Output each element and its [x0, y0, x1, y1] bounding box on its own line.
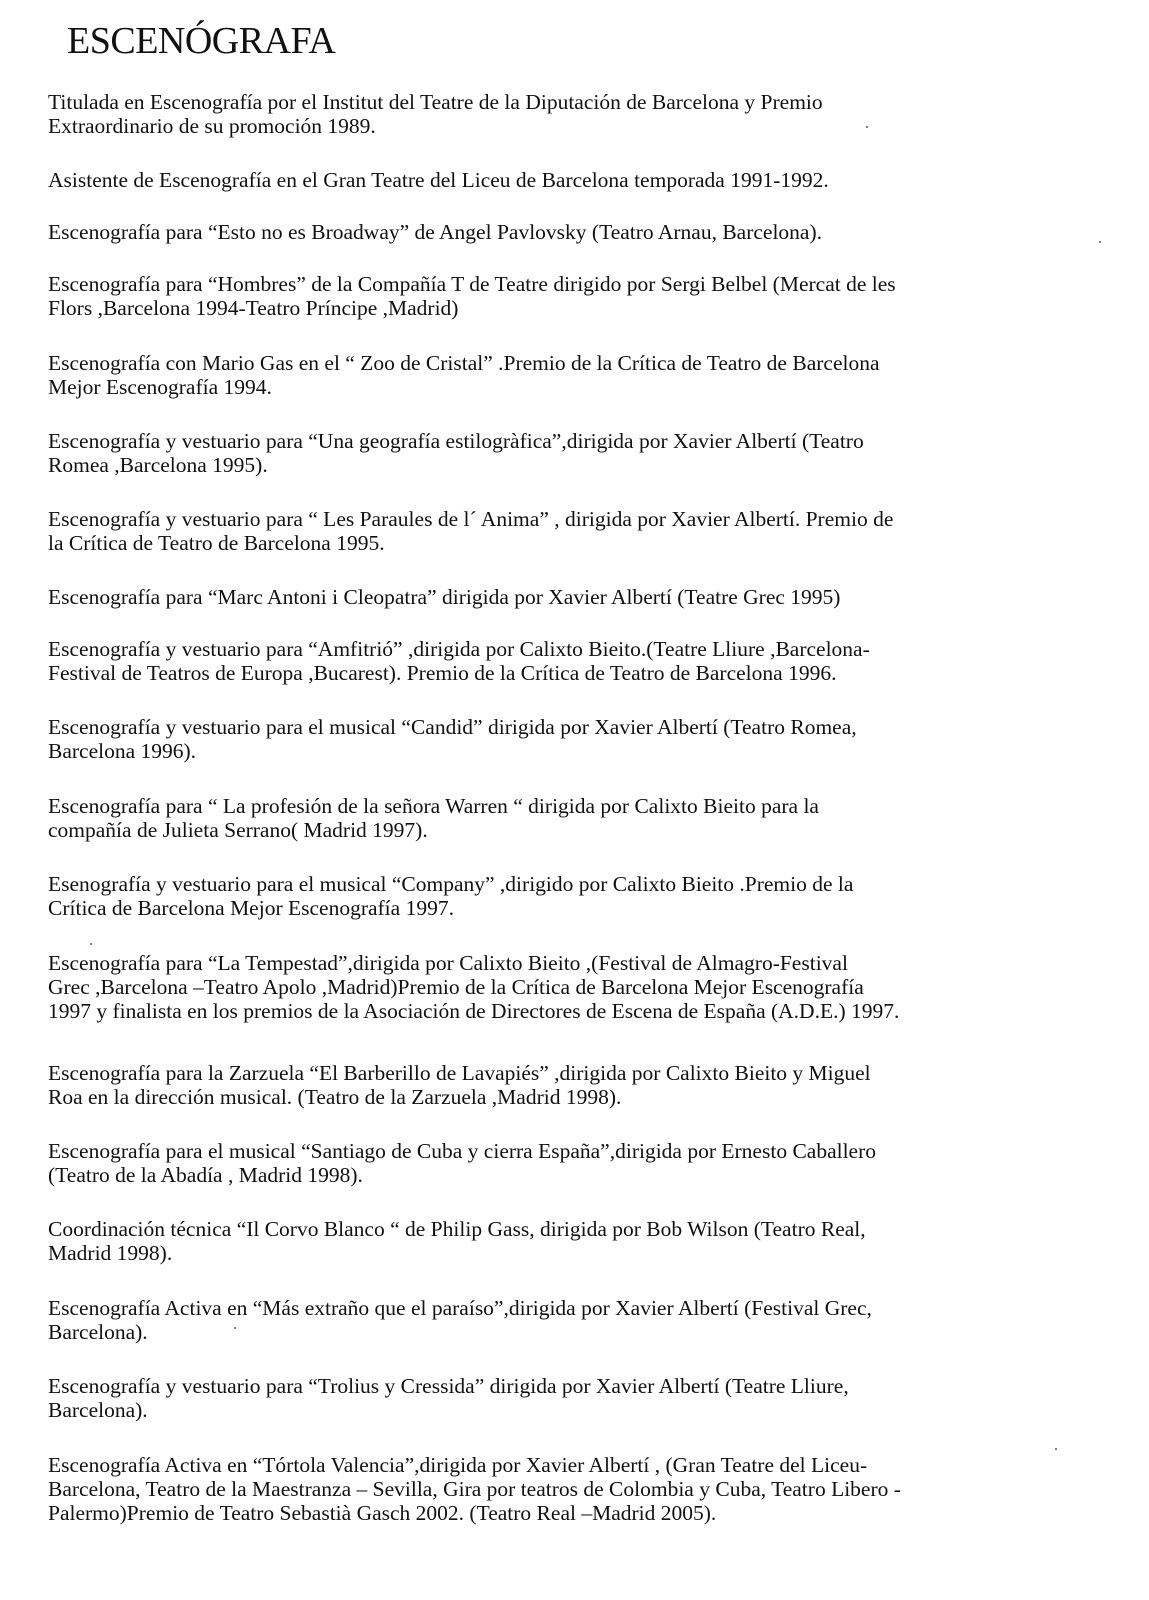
entry-line: Barcelona 1996).: [48, 739, 197, 763]
entry-line: Escenografía y vestuario para “Trolius y Cressida” dirigida por Xavier Albertí (Teatre Lliure,: [48, 1374, 849, 1398]
entry-3: [48, 220, 1098, 244]
entry-2: [48, 168, 1098, 192]
entry-line: Roa en la dirección musical. (Teatro de la Zarzuela ,Madrid 1998).: [48, 1085, 622, 1109]
scan-speck: [866, 126, 868, 128]
entry-1: [48, 90, 1098, 138]
entry-line: Mejor Escenografía 1994.: [48, 375, 272, 399]
entry-line: Escenografía Activa en “Más extraño que el paraíso”,dirigida por Xavier Albertí (Festival Grec,: [48, 1296, 872, 1320]
entry-8: [48, 585, 1098, 609]
entry-line: Escenografía Activa en “Tórtola Valencia”,dirigida por Xavier Albertí , (Gran Teatre del Liceu-: [48, 1453, 868, 1477]
entry-11: [48, 794, 1098, 842]
entry-line: Escenografía y vestuario para el musical “Candid” dirigida por Xavier Albertí (Teatro Romea,: [48, 715, 857, 739]
entry-line: Festival de Teatros de Europa ,Bucarest). Premio de la Crítica de Teatro de Barcelona 1996.: [48, 661, 837, 685]
entry-line: Escenografía para el musical “Santiago de Cuba y cierra España”,dirigida por Ernesto Caballero: [48, 1139, 877, 1163]
entry-line: Escenografía para la Zarzuela “El Barberillo de Lavapiés” ,dirigida por Calixto Bieito y Miguel: [48, 1061, 871, 1085]
entry-line: Madrid 1998).: [48, 1241, 173, 1265]
entry-17: [48, 1296, 1098, 1344]
entry-line: Escenografía y vestuario para “ Les Paraules de l´ Anima” , dirigida por Xavier Albertí. Premio de: [48, 507, 894, 531]
entry-16: [48, 1217, 1098, 1265]
entry-line: Palermo)Premio de Teatro Sebastià Gasch 2002. (Teatro Real –Madrid 2005).: [48, 1501, 717, 1525]
page-title: ESCENÓGRAFA: [67, 20, 336, 62]
scan-speck: [90, 943, 92, 945]
entry-10: [48, 715, 1098, 763]
entry-6: [48, 429, 1098, 477]
entry-line: Escenografía con Mario Gas en el “ Zoo de Cristal” .Premio de la Crítica de Teatro de Barcelona: [48, 351, 880, 375]
entry-19: [48, 1453, 1098, 1525]
entry-line: Escenografía y vestuario para “Amfitrió” ,dirigida por Calixto Bieito.(Teatre Lliure ,Barcelona-: [48, 637, 870, 661]
entry-line: Asistente de Escenografía en el Gran Teatre del Liceu de Barcelona temporada 1991-1992.: [48, 168, 829, 192]
scan-speck: [234, 1327, 236, 1329]
entry-line: compañía de Julieta Serrano( Madrid 1997).: [48, 818, 428, 842]
entry-line: Extraordinario de su promoción 1989.: [48, 114, 376, 138]
scan-speck: [1055, 1448, 1057, 1450]
entry-line: la Crítica de Teatro de Barcelona 1995.: [48, 531, 385, 555]
entry-15: [48, 1139, 1098, 1187]
entry-line: Escenografía para “Hombres” de la Compañía T de Teatre dirigido por Sergi Belbel (Mercat de les: [48, 272, 896, 296]
entry-line: Escenografía y vestuario para “Una geografía estilogràfica”,dirigida por Xavier Albertí (Teatro: [48, 429, 864, 453]
entry-line: Esenografía y vestuario para el musical “Company” ,dirigido por Calixto Bieito .Premio de la: [48, 872, 854, 896]
entry-4: [48, 272, 1098, 320]
entry-13: [48, 951, 1098, 1023]
entry-12: [48, 872, 1098, 920]
entry-14: [48, 1061, 1098, 1109]
entry-9: [48, 637, 1098, 685]
entry-line: Barcelona, Teatro de la Maestranza – Sevilla, Gira por teatros de Colombia y Cuba, Teatro Libero -: [48, 1477, 901, 1501]
entry-line: Romea ,Barcelona 1995).: [48, 453, 268, 477]
entry-line: (Teatro de la Abadía , Madrid 1998).: [48, 1163, 363, 1187]
entry-line: Crítica de Barcelona Mejor Escenografía 1997.: [48, 896, 454, 920]
entry-line: Coordinación técnica “Il Corvo Blanco “ de Philip Gass, dirigida por Bob Wilson (Teatro Real,: [48, 1217, 866, 1241]
entry-line: 1997 y finalista en los premios de la Asociación de Directores de Escena de España (A.D.E.) 1997.: [48, 999, 900, 1023]
entry-18: [48, 1374, 1098, 1422]
entry-5: [48, 351, 1098, 399]
entry-line: Escenografía para “La Tempestad”,dirigida por Calixto Bieito ,(Festival de Almagro-Festival: [48, 951, 848, 975]
entry-line: Escenografía para “ La profesión de la señora Warren “ dirigida por Calixto Bieito para la: [48, 794, 819, 818]
entry-line: Barcelona).: [48, 1398, 148, 1422]
entry-line: Barcelona).: [48, 1320, 148, 1344]
scan-speck: [1099, 241, 1101, 243]
entry-line: Escenografía para “Marc Antoni i Cleopatra” dirigida por Xavier Albertí (Teatre Grec 1995): [48, 585, 841, 609]
entry-line: Grec ,Barcelona –Teatro Apolo ,Madrid)Premio de la Crítica de Barcelona Mejor Escenografía: [48, 975, 864, 999]
entry-line: Titulada en Escenografía por el Institut del Teatre de la Diputación de Barcelona y Premio: [48, 90, 823, 114]
entry-7: [48, 507, 1098, 555]
entry-line: Escenografía para “Esto no es Broadway” de Angel Pavlovsky (Teatro Arnau, Barcelona).: [48, 220, 823, 244]
entry-line: Flors ,Barcelona 1994-Teatro Príncipe ,Madrid): [48, 296, 459, 320]
